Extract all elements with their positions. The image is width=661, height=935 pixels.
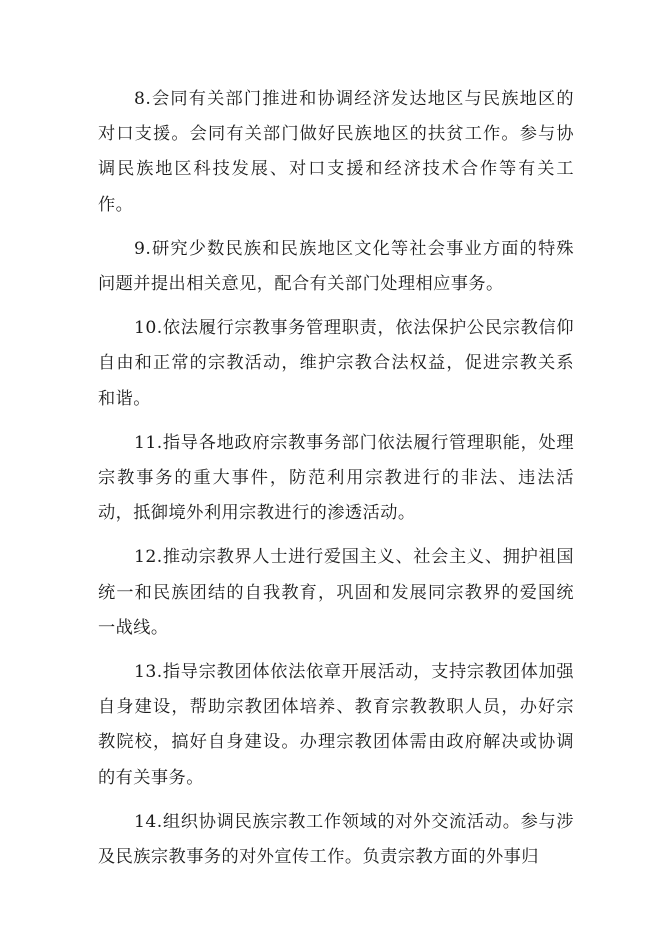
paragraph-item-11: 11.指导各地政府宗教事务部门依法履行管理职能，处理宗教事务的重大事件，防范利用宗教进行的非法、违法活动，抵御境外利用宗教进行的渗透活动。 (98, 432, 574, 524)
document-body (98, 82, 574, 884)
paragraph-item-8: 8.会同有关部门推进和协调经济发达地区与民族地区的对口支援。会同有关部门做好民族地区的扶贫工作。参与协调民族地区科技发展、对口支援和经济技术合作等有关工作。 (98, 89, 574, 215)
paragraph-item-12: 12.推动宗教界人士进行爱国主义、社会主义、拥护祖国统一和民族团结的自我教育，巩固和发展同宗教界的爱国统一战线。 (98, 547, 574, 638)
paragraph-item-14: 14.组织协调民族宗教工作领域的对外交流活动。参与涉及民族宗教事务的对外宣传工作。负责宗教方面的外事归 (98, 811, 574, 868)
paragraph-item-9: 9.研究少数民族和民族地区文化等社会事业方面的特殊问题并提出相关意见，配合有关部门处理相应事务。 (98, 238, 574, 295)
paragraph-item-13: 13.指导宗教团体依法依章开展活动，支持宗教团体加强自身建设，帮助宗教团体培养、教育宗教教职人员，办好宗教院校，搞好自身建设。办理宗教团体需由政府解决或协调的有关事务。 (98, 662, 574, 788)
paragraph-item-10: 10.依法履行宗教事务管理职责，依法保护公民宗教信仰自由和正常的宗教活动，维护宗教合法权益，促进宗教关系和谐。 (98, 318, 574, 409)
